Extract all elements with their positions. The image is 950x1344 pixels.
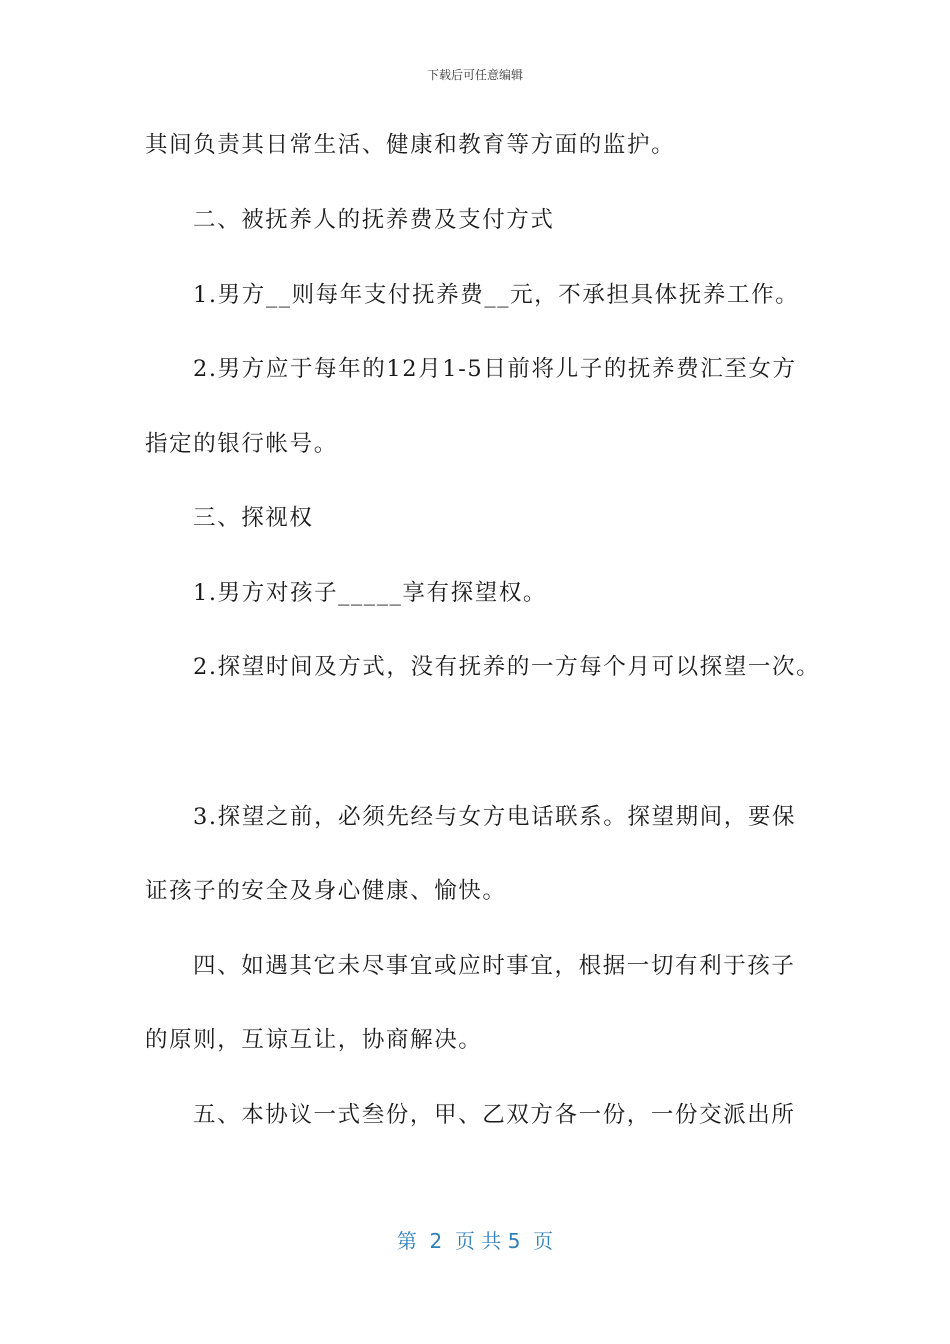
body-line-1: 其间负责其日常生活、健康和教育等方面的监护。 xyxy=(145,132,676,158)
body-line-10: 证孩子的安全及身心健康、愉快。 xyxy=(145,878,507,904)
page-number-footer: 第 2 页 共 5 页 xyxy=(396,1229,554,1253)
body-line-5: 指定的银行帐号。 xyxy=(145,431,338,457)
page-header: 下载后可任意编辑 xyxy=(426,68,523,82)
section-heading-copies: 五、本协议一式叁份，甲、乙双方各一份，一份交派出所 xyxy=(193,1102,796,1128)
section-heading-other-matters: 四、如遇其它未尽事宜或应时事宜，根据一切有利于孩子 xyxy=(193,953,796,979)
section-heading-visitation: 三、探视权 xyxy=(193,505,314,531)
body-line-9: 3.探望之前，必须先经与女方电话联系。探望期间，要保 xyxy=(193,804,797,830)
body-line-3: 1.男方__则每年支付抚养费__元，不承担具体抚养工作。 xyxy=(193,282,800,308)
body-line-4: 2.男方应于每年的12月1-5日前将儿子的抚养费汇至女方 xyxy=(193,356,797,382)
body-line-12: 的原则，互谅互让，协商解决。 xyxy=(145,1027,483,1053)
section-heading-support: 二、被抚养人的抚养费及支付方式 xyxy=(193,207,555,233)
body-line-8: 2.探望时间及方式，没有抚养的一方每个月可以探望一次。 xyxy=(193,654,821,680)
body-line-7: 1.男方对孩子_____享有探望权。 xyxy=(193,580,548,606)
